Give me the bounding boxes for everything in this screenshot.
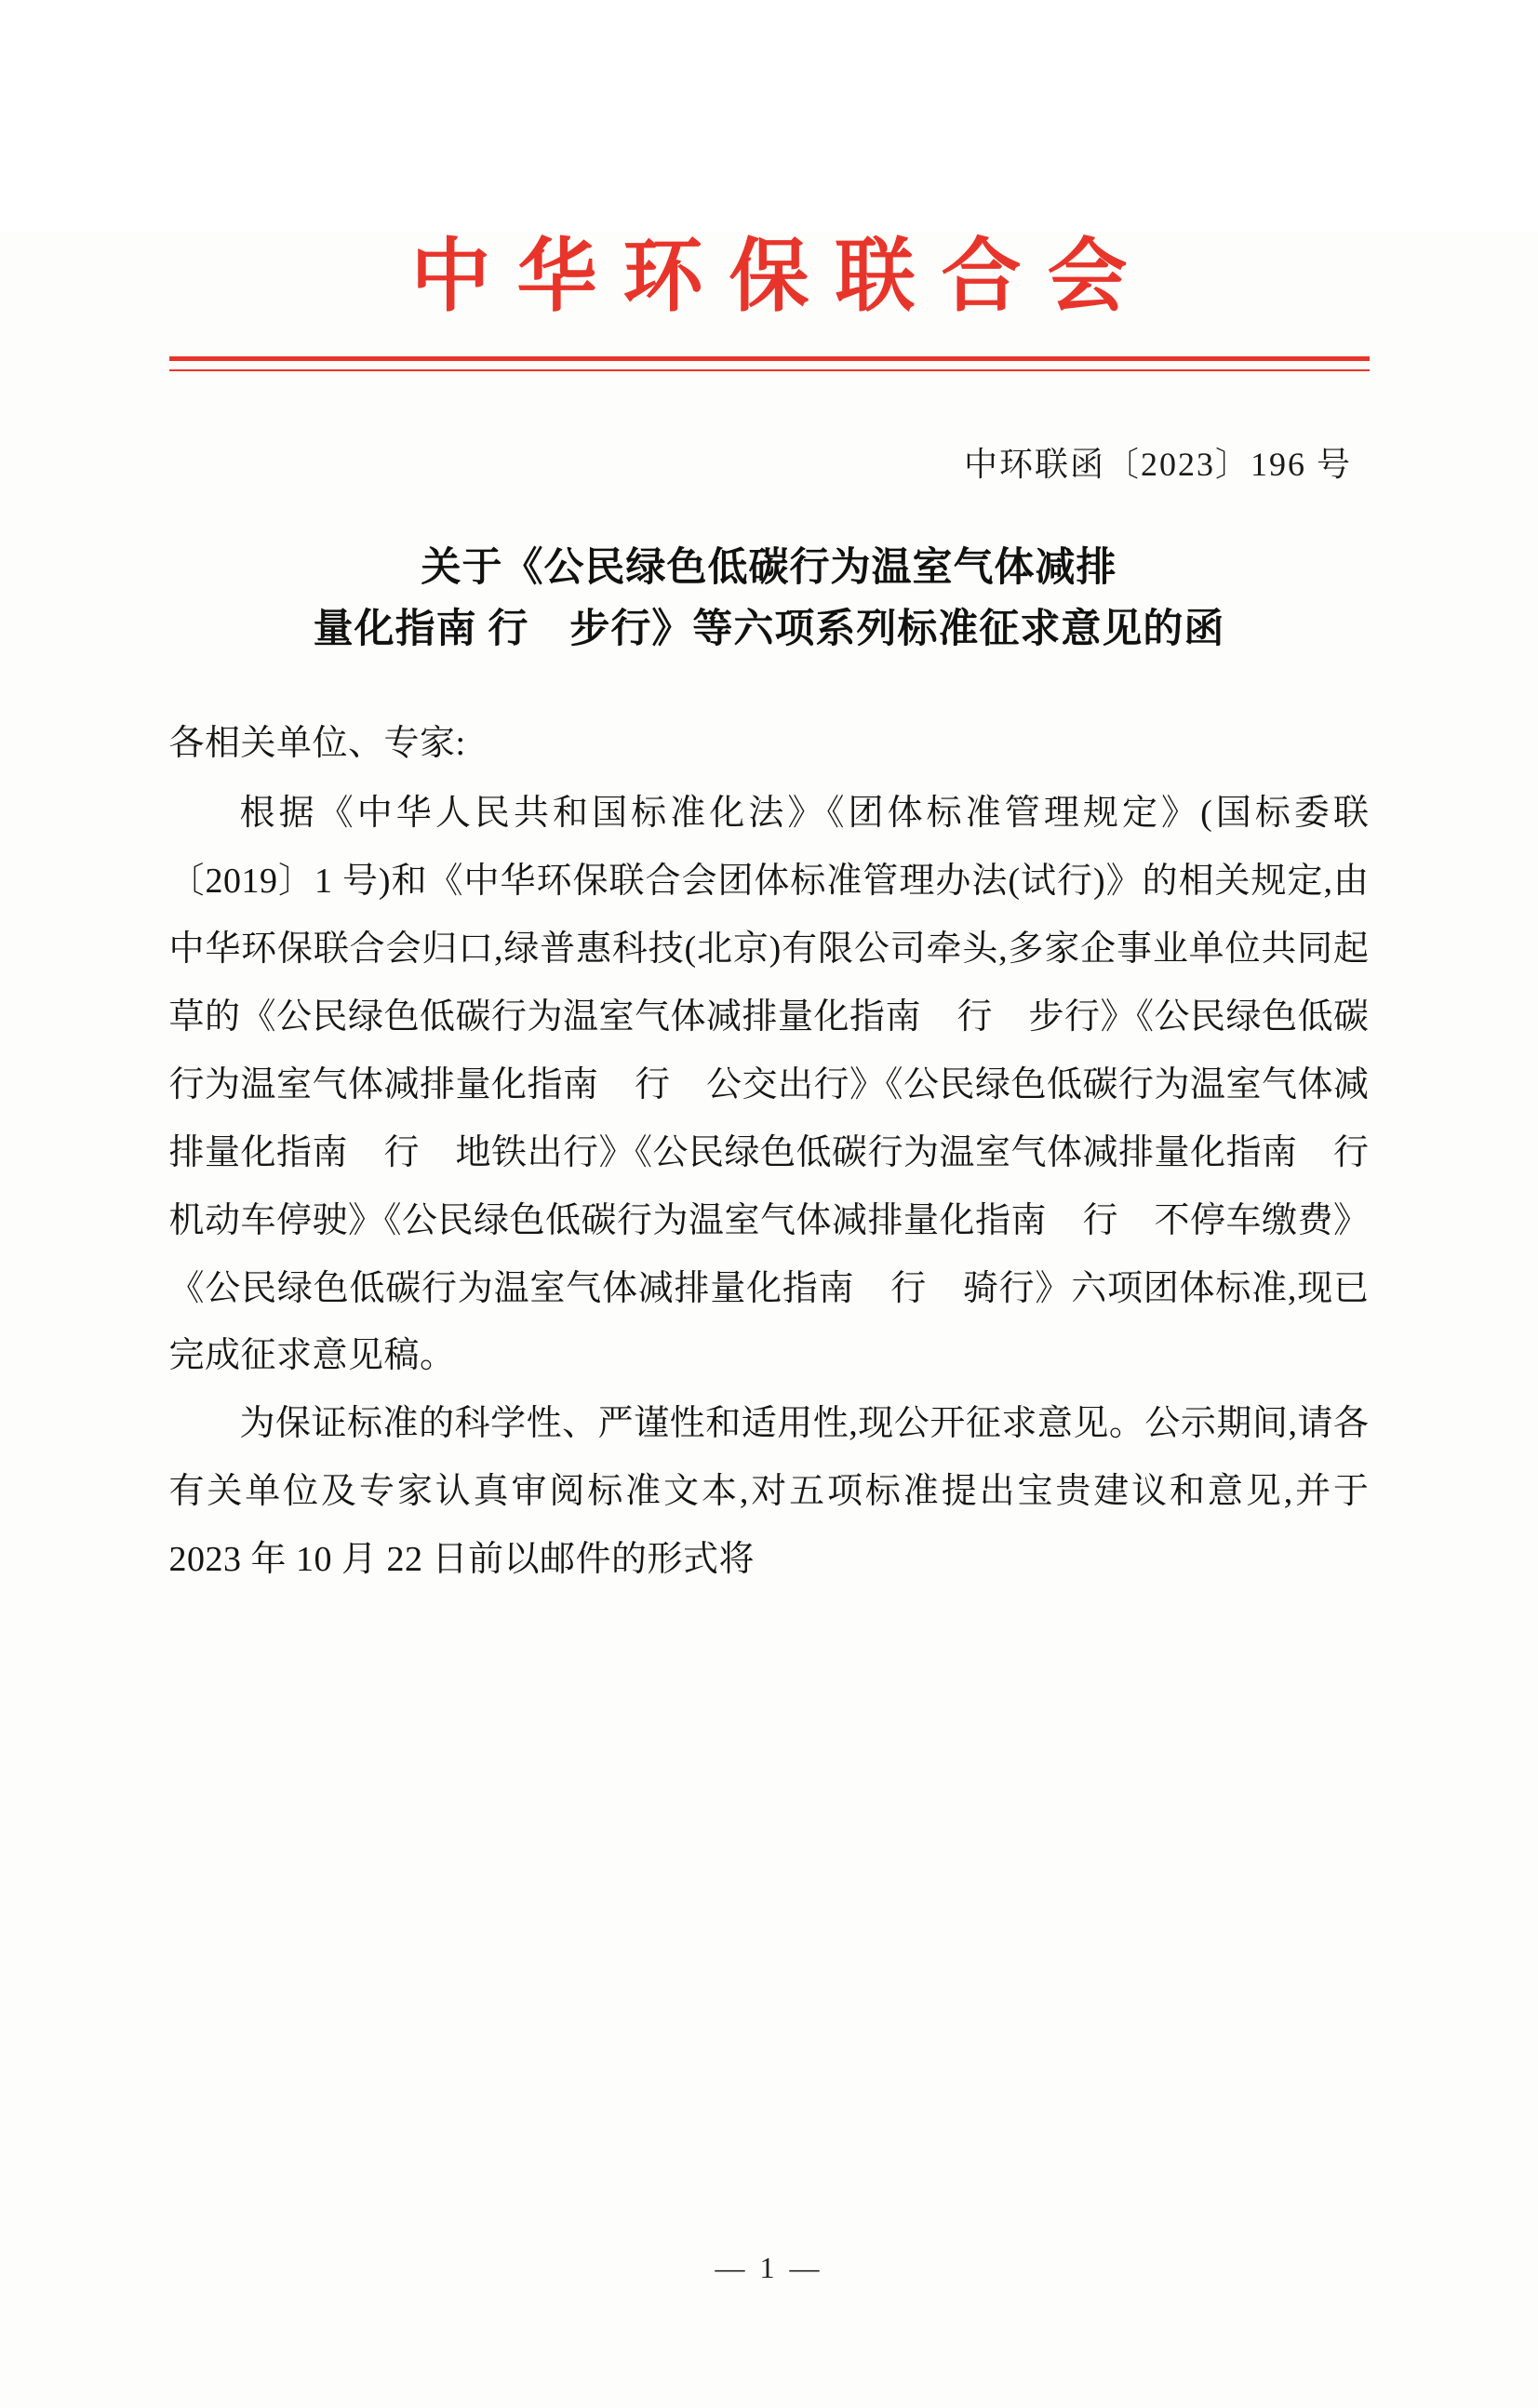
letterhead-rule-thin <box>169 369 1370 371</box>
salutation: 各相关单位、专家: <box>168 723 466 763</box>
letterhead-organization-title: 中华环保联合会 <box>410 229 1154 323</box>
page-title <box>0 538 1538 662</box>
page-number-footer: — 1 — <box>715 2251 823 2284</box>
letterhead-rule-thick <box>169 356 1370 361</box>
body-paragraph-2: 为保证标准的科学性、严谨性和适用性,现公开征求意见。公示期间,请各有关单位及专家认真审阅标准文本,对五项标准提出宝贵建议和意见,并于 2023 年 10 月 22 日前以邮件的形式将 <box>168 1404 1370 1580</box>
letterhead-rule-group <box>169 356 1370 371</box>
document-number: 中环联函〔2023〕196 号 <box>963 445 1352 483</box>
page-title-line-1: 关于《公民绿色低碳行为温室气体减排 <box>421 545 1117 590</box>
page-title-line-2: 量化指南 行 步行》等六项系列标准征求意见的函 <box>313 608 1225 652</box>
document-body <box>168 710 1406 1594</box>
document-page <box>0 229 1538 2408</box>
body-paragraph-1: 根据《中华人民共和国标准化法》《团体标准管理规定》(国标委联〔2019〕1 号)和《中华环保联合会团体标准管理办法(试行)》的相关规定,由中华环保联合会归口,绿普惠科技(北京)有限公司牵头,多家企事业单位共同起草的《公民绿色低碳行为温室气体减排量化指南 行 步行》《公民绿色低碳行为温室气体减排量化指南 行 公交出行》《公民绿色低碳行为温室气体减排量化指南 行 地铁出行》《公民绿色低碳行为温室气体减排量化指南 行 机动车停驶》《公民绿色低碳行为温室气体减排量化指南 行 不停车缴费》《公民绿色低碳行为温室气体减排量化指南 行 骑行》六项团体标准,现已完成征求意见稿。 <box>168 793 1406 1376</box>
letterhead <box>0 229 1538 371</box>
